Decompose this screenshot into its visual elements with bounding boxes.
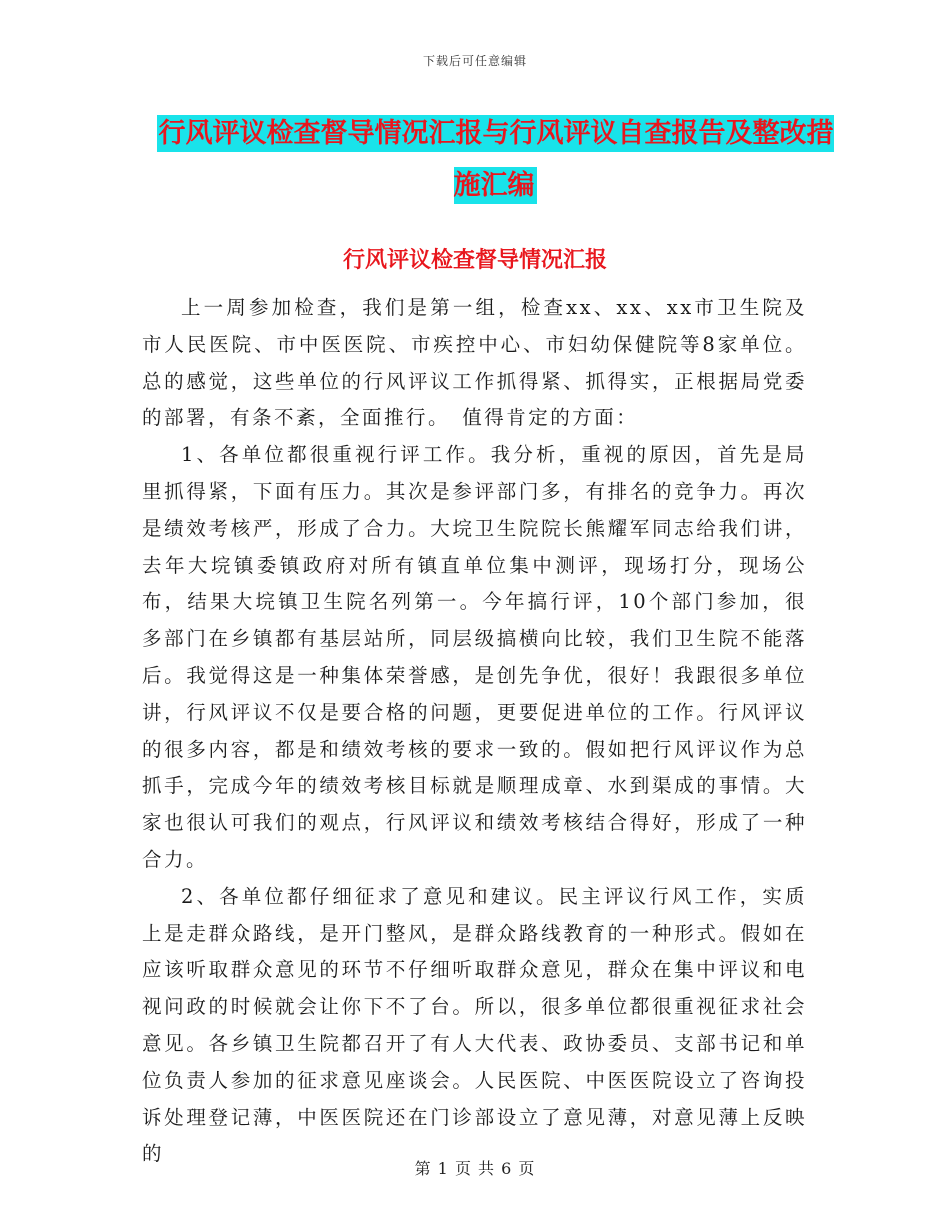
page-header-note: 下载后可任意编辑 (422, 54, 527, 68)
page-footer-number: 第 1 页 共 6 页 (414, 1159, 536, 1178)
document-title-text: 行风评议检查督导情况汇报与行风评议自查报告及整改措施汇编 (157, 115, 834, 204)
paragraph-point-1: 1、各单位都很重视行评工作。我分析，重视的原因，首先是局里抓得紧，下面有压力。其次是参评部门多，有排名的竞争力。再次是绩效考核严，形成了合力。大垸卫生院院长熊耀军同志给我们讲，去年大垸镇委镇政府对所有镇直单位集中测评，现场打分，现场公布，结果大垸镇卫生院名列第一。今年搞行评，10个部门参加，很多部门在乡镇都有基层站所，同层级搞横向比较，我们卫生院不能落后。我觉得这是一种集体荣誉感，是创先争优，很好！我跟很多单位讲，行风评议不仅是要合格的问题，更要促进单位的工作。行风评议的很多内容，都是和绩效考核的要求一致的。假如把行风评议作为总抓手，完成今年的绩效考核目标就是顺理成章、水到渠成的事情。大家也很认可我们的观点，行风评议和绩效考核结合得好，形成了一种合力。 (142, 443, 807, 871)
paragraph-intro: 上一周参加检查，我们是第一组，检查xx、xx、xx市卫生院及市人民医院、市中医医院、市疾控中心、市妇幼保健院等8家单位。总的感觉，这些单位的行风评议工作抓得紧、抓得实，正根据局党委的部署，有条不紊，全面推行。 值得肯定的方面： (142, 296, 807, 430)
section-title: 行风评议检查督导情况汇报 (342, 248, 607, 273)
document-title (150, 108, 840, 212)
paragraph-point-2: 2、各单位都仔细征求了意见和建议。民主评议行风工作，实质上是走群众路线，是开门整风，是群众路线教育的一种形式。假如在应该听取群众意见的环节不仔细听取群众意见，群众在集中评议和电视问政的时候就会让你下不了台。所以，很多单位都很重视征求社会意见。各乡镇卫生院都召开了有人大代表、政协委员、支部书记和单位负责人参加的征求意见座谈会。人民医院、中医医院设立了咨询投诉处理登记薄，中医医院还在门诊部设立了意见薄，对意见薄上反映的 (142, 884, 807, 1166)
document-body (142, 290, 807, 1173)
